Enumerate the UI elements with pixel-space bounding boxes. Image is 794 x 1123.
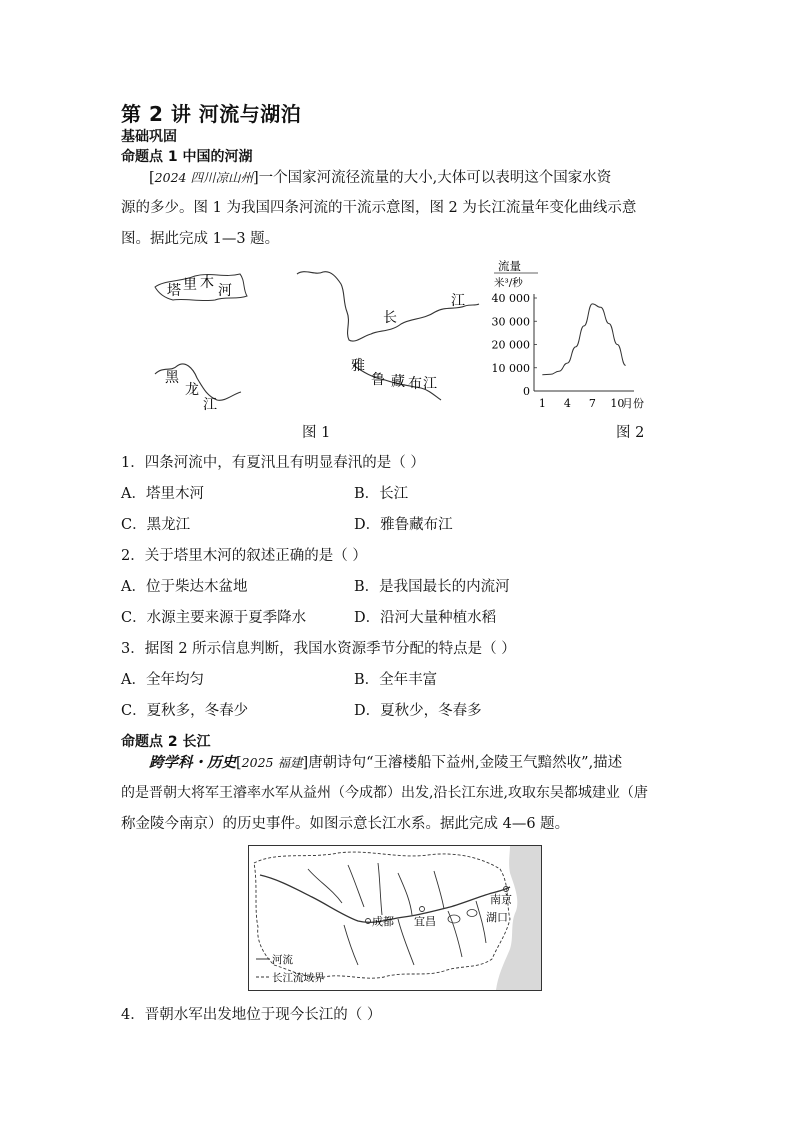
q2-option-c[interactable]: C．水源主要来源于夏季降水 [121,610,307,626]
city-nanjing: 南京 [490,893,512,906]
q3-option-b[interactable]: B．全年丰富 [354,672,438,688]
legend-river-label: 河流 [272,954,293,966]
source-tag: 2024 四川凉山州 [154,170,253,185]
page-title: 第 2 讲 河流与湖泊 [121,102,302,126]
x-tick-label: 10 [610,397,625,410]
y-tick-label: 20 000 [491,338,530,352]
question-4-stem: 4．晋朝水军出发地位于现今长江的（ ） [121,1007,382,1023]
intro-2-line-3: 称金陵今南京）的历史事件。如图示意长江水系。据此完成 4—6 题。 [121,816,570,832]
q2-option-d[interactable]: D．沿河大量种植水稻 [354,610,497,626]
x-tick-label: 7 [588,397,596,410]
y-axis-title: 流量 [498,259,521,273]
cross-discipline-lead: 跨学科・历史 [149,754,236,771]
q3-option-c[interactable]: C．夏秋多，冬春少 [121,703,249,719]
q1-option-a[interactable]: A．塔里木河 [121,486,204,502]
figure-1-river-sketch [145,262,485,422]
topic-2-heading: 命题点 2 长江 [121,734,211,750]
q1-option-d[interactable]: D．雅鲁藏布江 [354,517,453,533]
question-3-stem: 3．据图 2 所示信息判断，我国水资源季节分配的特点是（ ） [121,641,516,657]
y-tick-label: 40 000 [491,292,530,305]
city-hukou: 湖口 [486,911,508,924]
question-2-stem: 2．关于塔里木河的叙述正确的是（ ） [121,548,367,564]
intro-1-line-2: 源的多少。图 1 为我国四条河流的干流示意图，图 2 为长江流量年变化曲线示意 [121,200,637,216]
tarim-char-1: 塔 [167,283,181,299]
figure-2-caption: 图 2 [616,425,645,441]
q2-option-a[interactable]: A．位于柴达木盆地 [121,579,248,595]
y-tick-label: 30 000 [491,315,530,329]
heilong-char-3: 江 [203,397,217,413]
yarlung-char-4: 布 [408,376,422,392]
tarim-char-2: 里 [183,277,197,293]
topic-1-heading: 命题点 1 中国的河湖 [121,149,253,165]
intro-1-line-1: [2024 四川凉山州]一个国家河流径流量的大小,大体可以表明这个国家水资 [149,170,612,186]
yangtze-char-1: 长 [383,310,397,326]
section-heading: 基础巩固 [121,129,177,145]
q2-option-b[interactable]: B．是我国最长的内流河 [354,579,510,595]
figure-1-caption: 图 1 [302,425,331,441]
city-chengdu: 成都 [372,915,394,928]
y-tick-label: 10 000 [491,361,530,375]
question-1-stem: 1．四条河流中，有夏汛且有明显春汛的是（ ） [121,455,425,471]
heilong-char-1: 黑 [165,370,179,386]
y-tick-label: 0 [523,385,530,398]
x-tick-label: 4 [563,397,571,410]
yangtze-char-2: 江 [451,293,465,309]
yangtze-system-map [248,845,542,991]
q1-option-c[interactable]: C．黑龙江 [121,517,191,533]
tarim-char-3: 木 [200,275,214,291]
x-axis-unit: 月份 [622,397,644,410]
yarlung-char-3: 藏 [391,374,405,390]
q1-option-b[interactable]: B．长江 [354,486,409,502]
figure-2-flow-chart [486,258,646,416]
x-tick-label: 1 [538,397,546,410]
intro-1-line-3: 图。据此完成 1—3 题。 [121,231,280,247]
heilong-char-2: 龙 [185,382,199,398]
yarlung-char-2: 鲁 [371,372,385,388]
source-tag-2: 2025 福建 [241,755,303,770]
yarlung-char-5: 江 [423,376,437,392]
q3-option-a[interactable]: A．全年均匀 [121,672,204,688]
intro-2-line-2: 的是晋朝大将军王濬率水军从益州（今成都）出发,沿长江东进,攻取东吴都城建业（唐 [121,785,648,801]
intro-2-line-1: 跨学科・历史[2025 福建]唐朝诗句“王濬楼船下益州,金陵王气黯然收”,描述 [149,754,623,771]
q3-option-d[interactable]: D．夏秋少，冬春多 [354,703,482,719]
tarim-char-4: 河 [218,283,232,299]
legend-boundary-label: 长江流域界 [272,972,325,984]
yarlung-char-1: 雅 [351,358,365,374]
flow-curve [542,304,625,375]
y-axis-unit: 米³/秒 [494,277,523,289]
city-yichang: 宜昌 [414,915,436,928]
